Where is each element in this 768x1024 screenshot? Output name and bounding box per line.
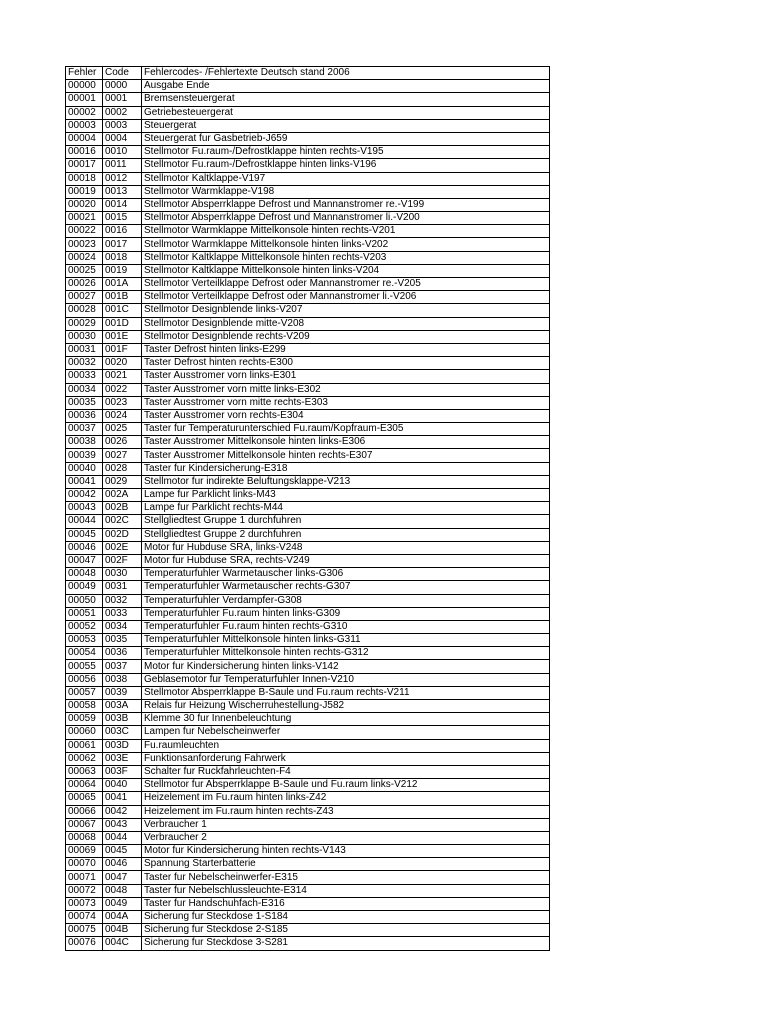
code-cell: 0031 xyxy=(103,581,142,594)
fehler-cell: 00073 xyxy=(66,897,103,910)
text-cell: Verbraucher 1 xyxy=(142,818,550,831)
table-row xyxy=(66,238,550,251)
text-cell: Taster Ausstromer Mittelkonsole hinten links-E306 xyxy=(142,436,550,449)
header-text: Fehlercodes- /Fehlertexte Deutsch stand 2006 xyxy=(142,67,550,80)
fehler-cell: 00025 xyxy=(66,264,103,277)
table-row xyxy=(66,726,550,739)
table-row xyxy=(66,475,550,488)
fehler-cell: 00027 xyxy=(66,291,103,304)
text-cell: Stellmotor Verteilklappe Defrost oder Mannanstromer li.-V206 xyxy=(142,291,550,304)
text-cell: Lampe fur Parklicht links-M43 xyxy=(142,489,550,502)
fehler-cell: 00004 xyxy=(66,132,103,145)
table-row xyxy=(66,396,550,409)
fehler-cell: 00026 xyxy=(66,278,103,291)
table-row xyxy=(66,752,550,765)
text-cell: Taster Ausstromer vorn mitte rechts-E303 xyxy=(142,396,550,409)
table-row xyxy=(66,594,550,607)
table-row xyxy=(66,620,550,633)
table-row xyxy=(66,264,550,277)
text-cell: Stellmotor Kaltklappe-V197 xyxy=(142,172,550,185)
code-cell: 0025 xyxy=(103,423,142,436)
code-cell: 001B xyxy=(103,291,142,304)
fehler-cell: 00060 xyxy=(66,726,103,739)
code-cell: 0049 xyxy=(103,897,142,910)
code-cell: 0023 xyxy=(103,396,142,409)
code-cell: 0001 xyxy=(103,93,142,106)
code-cell: 0044 xyxy=(103,831,142,844)
text-cell: Motor fur Hubduse SRA, rechts-V249 xyxy=(142,554,550,567)
table-row xyxy=(66,528,550,541)
text-cell: Taster fur Handschuhfach-E316 xyxy=(142,897,550,910)
table-row xyxy=(66,765,550,778)
fehler-cell: 00034 xyxy=(66,383,103,396)
fehler-cell: 00037 xyxy=(66,423,103,436)
fehler-cell: 00050 xyxy=(66,594,103,607)
code-cell: 0042 xyxy=(103,805,142,818)
fehler-cell: 00003 xyxy=(66,119,103,132)
fehler-cell: 00047 xyxy=(66,554,103,567)
code-cell: 004C xyxy=(103,937,142,950)
table-row xyxy=(66,80,550,93)
code-cell: 0018 xyxy=(103,251,142,264)
table-row xyxy=(66,212,550,225)
code-cell: 002F xyxy=(103,554,142,567)
table-row xyxy=(66,884,550,897)
fehler-cell: 00033 xyxy=(66,370,103,383)
text-cell: Getriebesteuergerat xyxy=(142,106,550,119)
code-cell: 0041 xyxy=(103,792,142,805)
fehler-cell: 00046 xyxy=(66,541,103,554)
table-row xyxy=(66,554,550,567)
code-cell: 0000 xyxy=(103,80,142,93)
code-cell: 0004 xyxy=(103,132,142,145)
text-cell: Ausgabe Ende xyxy=(142,80,550,93)
text-cell: Stellmotor Warmklappe-V198 xyxy=(142,185,550,198)
text-cell: Heizelement im Fu.raum hinten links-Z42 xyxy=(142,792,550,805)
table-row xyxy=(66,937,550,950)
code-cell: 0030 xyxy=(103,568,142,581)
code-cell: 0043 xyxy=(103,818,142,831)
fehler-cell: 00030 xyxy=(66,330,103,343)
table-row xyxy=(66,739,550,752)
fehler-cell: 00068 xyxy=(66,831,103,844)
text-cell: Klemme 30 fur Innenbeleuchtung xyxy=(142,713,550,726)
header-fehler: Fehler xyxy=(66,67,103,80)
table-row xyxy=(66,581,550,594)
table-row xyxy=(66,383,550,396)
fehler-cell: 00038 xyxy=(66,436,103,449)
table-row xyxy=(66,634,550,647)
code-cell: 001E xyxy=(103,330,142,343)
fehler-cell: 00067 xyxy=(66,818,103,831)
table-row xyxy=(66,370,550,383)
fehler-cell: 00016 xyxy=(66,146,103,159)
text-cell: Stellmotor fur indirekte Beluftungsklappe-V213 xyxy=(142,475,550,488)
fehler-cell: 00062 xyxy=(66,752,103,765)
text-cell: Taster Ausstromer Mittelkonsole hinten rechts-E307 xyxy=(142,449,550,462)
text-cell: Schalter fur Ruckfahrleuchten-F4 xyxy=(142,765,550,778)
code-cell: 003E xyxy=(103,752,142,765)
code-cell: 0019 xyxy=(103,264,142,277)
text-cell: Taster Ausstromer vorn mitte links-E302 xyxy=(142,383,550,396)
code-cell: 001C xyxy=(103,304,142,317)
fehler-cell: 00022 xyxy=(66,225,103,238)
text-cell: Sicherung fur Steckdose 1-S184 xyxy=(142,911,550,924)
table-row xyxy=(66,172,550,185)
code-cell: 003A xyxy=(103,700,142,713)
text-cell: Stellgliedtest Gruppe 2 durchfuhren xyxy=(142,528,550,541)
code-cell: 0024 xyxy=(103,409,142,422)
text-cell: Verbraucher 2 xyxy=(142,831,550,844)
code-cell: 0028 xyxy=(103,462,142,475)
fehler-cell: 00020 xyxy=(66,198,103,211)
code-cell: 001F xyxy=(103,343,142,356)
code-cell: 0013 xyxy=(103,185,142,198)
fehler-cell: 00001 xyxy=(66,93,103,106)
table-row xyxy=(66,146,550,159)
table-row xyxy=(66,449,550,462)
code-cell: 0002 xyxy=(103,106,142,119)
fehler-cell: 00066 xyxy=(66,805,103,818)
fehler-cell: 00058 xyxy=(66,700,103,713)
code-cell: 0029 xyxy=(103,475,142,488)
text-cell: Sicherung fur Steckdose 3-S281 xyxy=(142,937,550,950)
table-row xyxy=(66,515,550,528)
fehler-cell: 00057 xyxy=(66,686,103,699)
text-cell: Motor fur Kindersicherung hinten links-V142 xyxy=(142,660,550,673)
text-cell: Sicherung fur Steckdose 2-S185 xyxy=(142,924,550,937)
fehler-cell: 00031 xyxy=(66,343,103,356)
fehler-cell: 00051 xyxy=(66,607,103,620)
text-cell: Stellmotor Verteilklappe Defrost oder Mannanstromer re.-V205 xyxy=(142,278,550,291)
text-cell: Taster fur Nebelscheinwerfer-E315 xyxy=(142,871,550,884)
fehler-cell: 00000 xyxy=(66,80,103,93)
table-row xyxy=(66,568,550,581)
code-cell: 0036 xyxy=(103,647,142,660)
table-row xyxy=(66,502,550,515)
fehler-cell: 00023 xyxy=(66,238,103,251)
fehler-cell: 00056 xyxy=(66,673,103,686)
table-row xyxy=(66,106,550,119)
table-row xyxy=(66,924,550,937)
fehler-cell: 00053 xyxy=(66,634,103,647)
fehler-cell: 00049 xyxy=(66,581,103,594)
table-row xyxy=(66,304,550,317)
fehler-cell: 00018 xyxy=(66,172,103,185)
fehler-cell: 00002 xyxy=(66,106,103,119)
fehler-cell: 00043 xyxy=(66,502,103,515)
table-row xyxy=(66,278,550,291)
code-cell: 002C xyxy=(103,515,142,528)
fehler-cell: 00048 xyxy=(66,568,103,581)
text-cell: Steuergerat xyxy=(142,119,550,132)
code-cell: 0003 xyxy=(103,119,142,132)
text-cell: Stellmotor Absperrklappe Defrost und Mannanstromer li.-V200 xyxy=(142,212,550,225)
table-row xyxy=(66,159,550,172)
text-cell: Temperaturfuhler Warmetauscher rechts-G307 xyxy=(142,581,550,594)
table-row xyxy=(66,132,550,145)
text-cell: Stellgliedtest Gruppe 1 durchfuhren xyxy=(142,515,550,528)
code-cell: 004B xyxy=(103,924,142,937)
code-cell: 0040 xyxy=(103,779,142,792)
code-cell: 0027 xyxy=(103,449,142,462)
fehler-cell: 00074 xyxy=(66,911,103,924)
fehler-cell: 00019 xyxy=(66,185,103,198)
code-cell: 0021 xyxy=(103,370,142,383)
fehler-cell: 00055 xyxy=(66,660,103,673)
table-row xyxy=(66,198,550,211)
code-cell: 0014 xyxy=(103,198,142,211)
text-cell: Motor fur Hubduse SRA, links-V248 xyxy=(142,541,550,554)
fehler-cell: 00017 xyxy=(66,159,103,172)
fehler-cell: 00044 xyxy=(66,515,103,528)
fehler-cell: 00076 xyxy=(66,937,103,950)
text-cell: Spannung Starterbatterie xyxy=(142,858,550,871)
fehler-cell: 00028 xyxy=(66,304,103,317)
fehler-cell: 00035 xyxy=(66,396,103,409)
table-row xyxy=(66,831,550,844)
code-cell: 003D xyxy=(103,739,142,752)
fehler-cell: 00054 xyxy=(66,647,103,660)
text-cell: Temperaturfuhler Fu.raum hinten links-G309 xyxy=(142,607,550,620)
table-row xyxy=(66,845,550,858)
text-cell: Temperaturfuhler Verdampfer-G308 xyxy=(142,594,550,607)
table-row xyxy=(66,541,550,554)
text-cell: Stellmotor Absperrklappe Defrost und Mannanstromer re.-V199 xyxy=(142,198,550,211)
code-cell: 002B xyxy=(103,502,142,515)
code-cell: 004A xyxy=(103,911,142,924)
text-cell: Stellmotor Designblende mitte-V208 xyxy=(142,317,550,330)
table-row xyxy=(66,660,550,673)
text-cell: Temperaturfuhler Mittelkonsole hinten links-G311 xyxy=(142,634,550,647)
code-cell: 0016 xyxy=(103,225,142,238)
code-cell: 002D xyxy=(103,528,142,541)
text-cell: Heizelement im Fu.raum hinten rechts-Z43 xyxy=(142,805,550,818)
table-row xyxy=(66,673,550,686)
fehler-cell: 00072 xyxy=(66,884,103,897)
fehler-cell: 00069 xyxy=(66,845,103,858)
table-row xyxy=(66,330,550,343)
table-row xyxy=(66,317,550,330)
fehler-cell: 00061 xyxy=(66,739,103,752)
code-cell: 0015 xyxy=(103,212,142,225)
text-cell: Fu.raumleuchten xyxy=(142,739,550,752)
table-row xyxy=(66,185,550,198)
code-cell: 003C xyxy=(103,726,142,739)
table-row xyxy=(66,897,550,910)
table-row xyxy=(66,489,550,502)
code-cell: 0022 xyxy=(103,383,142,396)
text-cell: Stellmotor Designblende links-V207 xyxy=(142,304,550,317)
fehler-cell: 00075 xyxy=(66,924,103,937)
text-cell: Stellmotor Designblende rechts-V209 xyxy=(142,330,550,343)
text-cell: Taster Defrost hinten links-E299 xyxy=(142,343,550,356)
table-row xyxy=(66,911,550,924)
code-cell: 0045 xyxy=(103,845,142,858)
text-cell: Stellmotor Kaltklappe Mittelkonsole hinten rechts-V203 xyxy=(142,251,550,264)
text-cell: Taster fur Temperaturunterschied Fu.raum/Kopfraum-E305 xyxy=(142,423,550,436)
code-cell: 0048 xyxy=(103,884,142,897)
text-cell: Stellmotor Fu.raum-/Defrostklappe hinten rechts-V195 xyxy=(142,146,550,159)
header-row xyxy=(66,67,550,80)
table-row xyxy=(66,700,550,713)
code-cell: 0033 xyxy=(103,607,142,620)
table-row xyxy=(66,713,550,726)
code-cell: 0035 xyxy=(103,634,142,647)
code-cell: 0034 xyxy=(103,620,142,633)
fehler-cell: 00052 xyxy=(66,620,103,633)
text-cell: Taster Ausstromer vorn rechts-E304 xyxy=(142,409,550,422)
table-row xyxy=(66,805,550,818)
code-cell: 0017 xyxy=(103,238,142,251)
code-cell: 003B xyxy=(103,713,142,726)
text-cell: Steuergerat fur Gasbetrieb-J659 xyxy=(142,132,550,145)
table-row xyxy=(66,607,550,620)
fehler-cell: 00045 xyxy=(66,528,103,541)
code-cell: 002E xyxy=(103,541,142,554)
code-cell: 0047 xyxy=(103,871,142,884)
fehler-cell: 00032 xyxy=(66,357,103,370)
fehler-cell: 00070 xyxy=(66,858,103,871)
table-row xyxy=(66,119,550,132)
code-cell: 001A xyxy=(103,278,142,291)
text-cell: Stellmotor Warmklappe Mittelkonsole hinten rechts-V201 xyxy=(142,225,550,238)
fehler-cell: 00041 xyxy=(66,475,103,488)
text-cell: Stellmotor Warmklappe Mittelkonsole hinten links-V202 xyxy=(142,238,550,251)
table-row xyxy=(66,792,550,805)
fehler-cell: 00065 xyxy=(66,792,103,805)
code-cell: 001D xyxy=(103,317,142,330)
fehler-cell: 00021 xyxy=(66,212,103,225)
code-cell: 0011 xyxy=(103,159,142,172)
table-body xyxy=(66,67,550,951)
text-cell: Stellmotor fur Absperrklappe B-Saule und Fu.raum links-V212 xyxy=(142,779,550,792)
table-row xyxy=(66,436,550,449)
code-cell: 0026 xyxy=(103,436,142,449)
text-cell: Taster fur Nebelschlussleuchte-E314 xyxy=(142,884,550,897)
code-cell: 0039 xyxy=(103,686,142,699)
text-cell: Stellmotor Absperrklappe B-Saule und Fu.raum rechts-V211 xyxy=(142,686,550,699)
fehler-cell: 00039 xyxy=(66,449,103,462)
text-cell: Temperaturfuhler Mittelkonsole hinten rechts-G312 xyxy=(142,647,550,660)
code-cell: 003F xyxy=(103,765,142,778)
table-row xyxy=(66,647,550,660)
table-row xyxy=(66,93,550,106)
error-code-table xyxy=(65,66,550,951)
table-row xyxy=(66,779,550,792)
text-cell: Lampe fur Parklicht rechts-M44 xyxy=(142,502,550,515)
text-cell: Geblasemotor fur Temperaturfuhler Innen-V210 xyxy=(142,673,550,686)
text-cell: Temperaturfuhler Warmetauscher links-G306 xyxy=(142,568,550,581)
table-row xyxy=(66,409,550,422)
table-row xyxy=(66,251,550,264)
text-cell: Taster fur Kindersicherung-E318 xyxy=(142,462,550,475)
text-cell: Lampen fur Nebelscheinwerfer xyxy=(142,726,550,739)
fehler-cell: 00036 xyxy=(66,409,103,422)
code-cell: 0020 xyxy=(103,357,142,370)
fehler-cell: 00042 xyxy=(66,489,103,502)
fehler-cell: 00063 xyxy=(66,765,103,778)
code-cell: 0046 xyxy=(103,858,142,871)
table-row xyxy=(66,357,550,370)
text-cell: Stellmotor Kaltklappe Mittelkonsole hinten links-V204 xyxy=(142,264,550,277)
code-cell: 0032 xyxy=(103,594,142,607)
fehler-cell: 00059 xyxy=(66,713,103,726)
table-row xyxy=(66,291,550,304)
text-cell: Stellmotor Fu.raum-/Defrostklappe hinten links-V196 xyxy=(142,159,550,172)
text-cell: Bremsensteuergerat xyxy=(142,93,550,106)
code-cell: 002A xyxy=(103,489,142,502)
table-row xyxy=(66,818,550,831)
fehler-cell: 00071 xyxy=(66,871,103,884)
text-cell: Relais fur Heizung Wischerruhestellung-J582 xyxy=(142,700,550,713)
text-cell: Taster Defrost hinten rechts-E300 xyxy=(142,357,550,370)
table-row xyxy=(66,871,550,884)
table-row xyxy=(66,858,550,871)
table-row xyxy=(66,423,550,436)
fehler-cell: 00029 xyxy=(66,317,103,330)
text-cell: Taster Ausstromer vorn links-E301 xyxy=(142,370,550,383)
text-cell: Motor fur Kindersicherung hinten rechts-V143 xyxy=(142,845,550,858)
code-cell: 0038 xyxy=(103,673,142,686)
text-cell: Temperaturfuhler Fu.raum hinten rechts-G310 xyxy=(142,620,550,633)
fehler-cell: 00024 xyxy=(66,251,103,264)
table-row xyxy=(66,462,550,475)
table-row xyxy=(66,686,550,699)
code-cell: 0012 xyxy=(103,172,142,185)
code-cell: 0010 xyxy=(103,146,142,159)
table-row xyxy=(66,343,550,356)
text-cell: Funktionsanforderung Fahrwerk xyxy=(142,752,550,765)
fehler-cell: 00040 xyxy=(66,462,103,475)
fehler-cell: 00064 xyxy=(66,779,103,792)
header-code: Code xyxy=(103,67,142,80)
table-row xyxy=(66,225,550,238)
code-cell: 0037 xyxy=(103,660,142,673)
